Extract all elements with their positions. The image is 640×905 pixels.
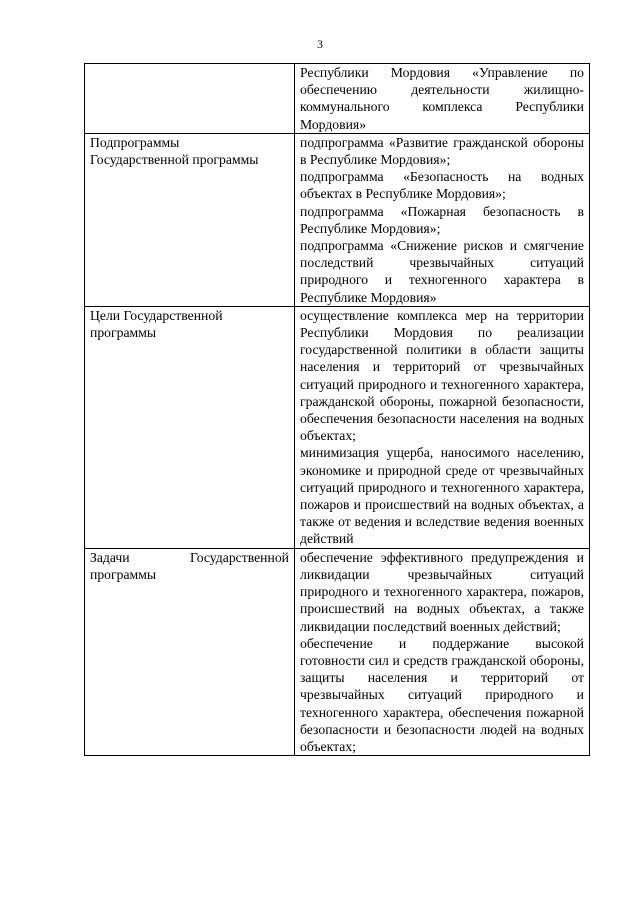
row-label-line: Подпрограммы [90, 134, 180, 150]
value-paragraph: подпрограмма «Безопасность на водных объектах в Республике Мордовия»; [300, 169, 584, 202]
row-label-cell-continuation [85, 64, 295, 134]
row-label-line: Задачи Государственной [90, 549, 289, 565]
row-label-line: Государственной программы [90, 152, 259, 168]
row-label-line: программы [90, 566, 157, 582]
row-value-cell-executors [295, 64, 590, 134]
table-row [85, 64, 590, 134]
table-row [85, 548, 590, 755]
row-value-cell-subprograms [295, 133, 590, 306]
program-passport-table [84, 63, 590, 756]
value-paragraph: подпрограмма «Развитие гражданской обороны в Республике Мордовия»; [300, 134, 584, 168]
row-value-cell-goals [295, 306, 590, 548]
table-row [85, 133, 590, 306]
table-row [85, 306, 590, 548]
row-label-line: программы [90, 325, 157, 341]
row-value-cell-tasks [295, 548, 590, 755]
row-label-line: Цели Государственной [90, 307, 223, 323]
row-label-cell-subprograms [85, 133, 295, 306]
value-paragraph: осуществление комплекса мер на территории Республики Мордовия по реализации государственной политики в области защиты населения и территорий от чрезвычайных ситуаций природного и техногенного характера, гражданской обороны, пожарной безопасности, обеспечения безопасности населения на водных объектах; [300, 307, 584, 444]
value-paragraph: подпрограмма «Снижение рисков и смягчение последствий чрезвычайных ситуаций природного и техногенного характера в Республике Мордовия» [300, 238, 584, 305]
value-paragraph: обеспечение эффективного предупреждения и ликвидации чрезвычайных ситуаций природного и техногенного характера, пожаров, происшествий на водных объектах, а также ликвидации последствий военных действий; [300, 549, 584, 634]
page-number: 3 [317, 37, 323, 51]
row-label-cell-goals [85, 306, 295, 548]
value-paragraph: подпрограмма «Пожарная безопасность в Республике Мордовия»; [300, 203, 584, 236]
value-paragraph: минимизация ущерба, наносимого населению, экономике и природной среде от чрезвычайных ситуаций природного и техногенного характера, пожаров и происшествий на водных объектах, а также от ведения и вследствие ведения военных действий [300, 445, 584, 547]
row-label-cell-tasks [85, 548, 295, 755]
value-paragraph: обеспечение и поддержание высокой готовности сил и средств гражданской обороны, защиты населения и территорий от чрезвычайных ситуаций природного и техногенного характера, обеспечения пожарной безопасности и безопасности людей на водных объектах; [300, 635, 584, 754]
value-paragraph: Республики Мордовия «Управление по обеспечению деятельности жилищно-коммунального комплекса Республики Мордовия» [300, 65, 584, 132]
